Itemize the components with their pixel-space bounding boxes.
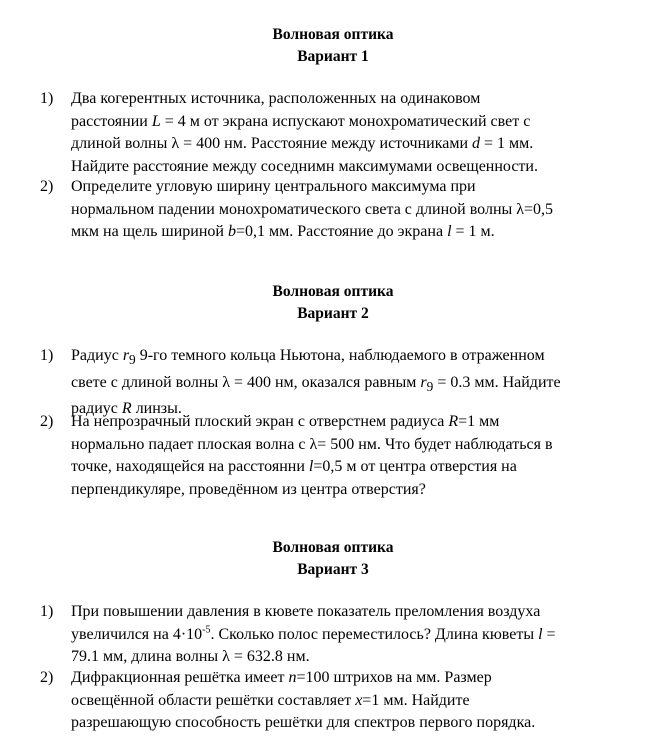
text-line: мкм на щель шириной b=0,1 мм. Расстояние до экрана l = 1 м. bbox=[71, 223, 495, 240]
task-number: 1) bbox=[40, 347, 54, 364]
variable: l bbox=[308, 458, 314, 475]
text-line: Два когерентных источника, расположенных на одинаковом bbox=[71, 90, 481, 107]
section-title: Волновая оптика bbox=[272, 283, 394, 300]
variable: x bbox=[355, 691, 363, 709]
task-text bbox=[71, 88, 651, 178]
task-number: 2) bbox=[40, 413, 54, 430]
text-line: Определите угловую ширину центрального максимума при bbox=[71, 178, 476, 195]
superscript: -5 bbox=[202, 624, 211, 636]
task-number: 2) bbox=[40, 178, 54, 195]
text-line: нормальном падении монохроматического света с длиной волны λ=0,5 bbox=[71, 200, 554, 218]
variant-heading: Вариант 3 bbox=[297, 561, 369, 578]
text-line: радиус R линзы. bbox=[71, 400, 182, 418]
variable: l bbox=[447, 223, 452, 240]
section-title: Волновая оптика bbox=[272, 539, 394, 556]
task-number: 1) bbox=[40, 90, 54, 107]
text-line: На непрозрачный плоский экран с отверстнем радиуса R=1 мм bbox=[71, 413, 500, 430]
task-text bbox=[71, 176, 651, 244]
task-text bbox=[71, 601, 651, 669]
task-text bbox=[71, 667, 651, 735]
variable: R bbox=[121, 400, 132, 418]
variable: n bbox=[288, 669, 297, 686]
variable: r bbox=[122, 347, 130, 364]
text-line: 79.1 мм, длина волны λ = 632.8 нм. bbox=[71, 648, 310, 665]
text-line: расстоянии L = 4 м от экрана испускают монохроматический свет с bbox=[71, 112, 531, 130]
text-line: длиной волны λ = 400 нм. Расстояние между источниками d = 1 мм. bbox=[71, 135, 534, 152]
subscript: 9 bbox=[426, 378, 434, 394]
variant-heading: Вариант 2 bbox=[297, 305, 369, 322]
variable: b bbox=[227, 223, 236, 240]
text-line: свете с длиной волны λ = 400 нм, оказался равным $r_9 = 0.3$ мм. Найдите bbox=[71, 373, 561, 394]
text-line: увеличился на $4\cdot 10^{-5}$. Сколько полос переместилось? Длина кюветы l = bbox=[71, 624, 556, 643]
subscript: 9 bbox=[129, 352, 136, 368]
task-number: 2) bbox=[40, 669, 54, 686]
text-line: Найдите расстояние между соседнимн максимумами освещенности. bbox=[71, 157, 538, 175]
variable: R bbox=[448, 413, 459, 430]
text-line: перпендикуляре, проведённом из центра отверстия? bbox=[71, 480, 426, 498]
text-line: При повышении давления в кювете показатель преломления воздуха bbox=[71, 603, 541, 620]
variable: r bbox=[420, 373, 427, 391]
text-line: освещённой области решётки составляет x=1 мм. Найдите bbox=[71, 691, 470, 709]
variant-heading: Вариант 1 bbox=[297, 48, 369, 65]
task-text bbox=[71, 411, 651, 501]
variable: L bbox=[151, 112, 161, 130]
text-line: Дифракционная решётка имеет n=100 штрихов на мм. Размер bbox=[71, 669, 492, 686]
variable: l bbox=[538, 625, 543, 643]
task-number: 1) bbox=[40, 603, 54, 620]
text-line: разрешающую способность решётки для спектров первого порядка. bbox=[71, 714, 536, 731]
variable: d bbox=[472, 135, 481, 152]
text-line: нормально падает плоская волна с λ= 500 нм. Что будет наблюдаться в bbox=[71, 435, 553, 453]
text-line: точке, находящейся на расстоянни l=0,5 м от центра отверстия на bbox=[71, 458, 517, 475]
section-title: Волновая оптика bbox=[272, 26, 394, 43]
text-line: Радиус $r_9$ 9-го темного кольца Ньютона, наблюдаемого в отраженном bbox=[71, 347, 545, 368]
task-text bbox=[71, 345, 651, 421]
